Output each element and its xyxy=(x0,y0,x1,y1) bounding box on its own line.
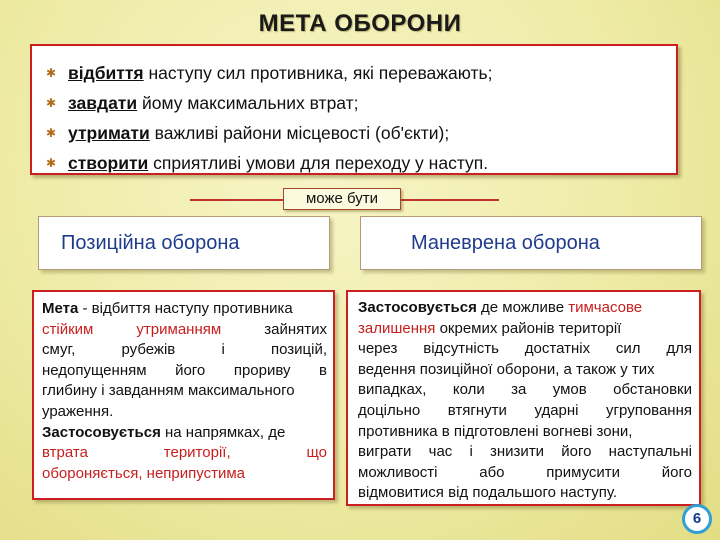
text-line: залишення окремих районів території xyxy=(358,319,622,337)
label-applied: Застосовується xyxy=(358,299,477,316)
text-line: можливості або примусити його xyxy=(358,463,692,481)
bullet-icon: ✱ xyxy=(46,126,57,140)
text-line: доцільно втягнути ударні угруповання xyxy=(358,401,692,419)
page-number-badge: 6 xyxy=(682,504,712,534)
text-line: Застосовується на напрямках, де xyxy=(42,423,286,441)
goal-keyword: утримати xyxy=(68,123,150,143)
text-line: обороняється, неприпустима xyxy=(42,464,245,482)
bullet-icon: ✱ xyxy=(46,156,57,170)
connector-line-left xyxy=(190,199,283,201)
maneuver-defense-title: Маневрена оборона xyxy=(360,216,702,270)
text-line: глибину і завданням максимального xyxy=(42,382,295,400)
goal-item xyxy=(46,88,676,118)
positional-defense-title: Позиційна оборона xyxy=(38,216,330,270)
highlight-text: обороняється xyxy=(42,464,139,482)
goal-list xyxy=(32,46,676,178)
text-line: ураження. xyxy=(42,402,114,420)
text-line: через відсутність достатніх сил для xyxy=(358,340,692,358)
text-line: випадках, коли за умов обстановки xyxy=(358,381,692,399)
label-applied: Застосовується xyxy=(42,423,161,441)
text-line: стійким утриманням зайнятих xyxy=(42,320,327,338)
goal-box xyxy=(30,44,678,175)
bullet-icon: ✱ xyxy=(46,66,57,80)
goal-item xyxy=(46,118,676,148)
goal-item xyxy=(46,148,676,178)
text-line: недопущенням його прориву в xyxy=(42,361,327,379)
goal-text: важливі райони місцевості (об'єкти); xyxy=(149,123,450,143)
positional-defense-description xyxy=(32,290,335,500)
maneuver-defense-description xyxy=(346,290,701,506)
bullet-icon: ✱ xyxy=(46,96,57,110)
goal-keyword: створити xyxy=(68,153,149,173)
text-line: відмовитися від подальшого наступу. xyxy=(358,484,618,502)
label-goal: Мета xyxy=(42,300,79,317)
text-line: Застосовується де можливе тимчасове xyxy=(358,299,643,316)
text-line: ведення позиційної оборони, а також у тих xyxy=(358,360,655,378)
highlight-text: тимчасове xyxy=(568,299,643,316)
text-line: Мета - відбиття наступу противника xyxy=(42,300,293,317)
slide-title: МЕТА ОБОРОНИ xyxy=(258,10,462,37)
goal-text: наступу сил противника, які переважають; xyxy=(143,63,493,83)
goal-item xyxy=(46,58,676,88)
highlight-text: втрата території, що xyxy=(42,444,327,462)
text-line: смуг, рубежів і позицій, xyxy=(42,341,327,359)
text-line: виграти час і знизити його наступальні xyxy=(358,443,692,461)
text-line: противника в підготовлені вогневі зони, xyxy=(358,422,633,440)
goal-keyword: завдати xyxy=(68,93,138,113)
goal-keyword: відбиття xyxy=(68,63,144,83)
highlight-text: залишення xyxy=(358,319,436,337)
connector-label: може бути xyxy=(283,188,401,210)
connector-line-right xyxy=(401,199,499,201)
goal-text: сприятливі умови для переходу у наступ. xyxy=(148,153,489,173)
highlight-text: стійким утриманням xyxy=(42,320,222,338)
goal-text: йому максимальних втрат; xyxy=(137,93,359,113)
